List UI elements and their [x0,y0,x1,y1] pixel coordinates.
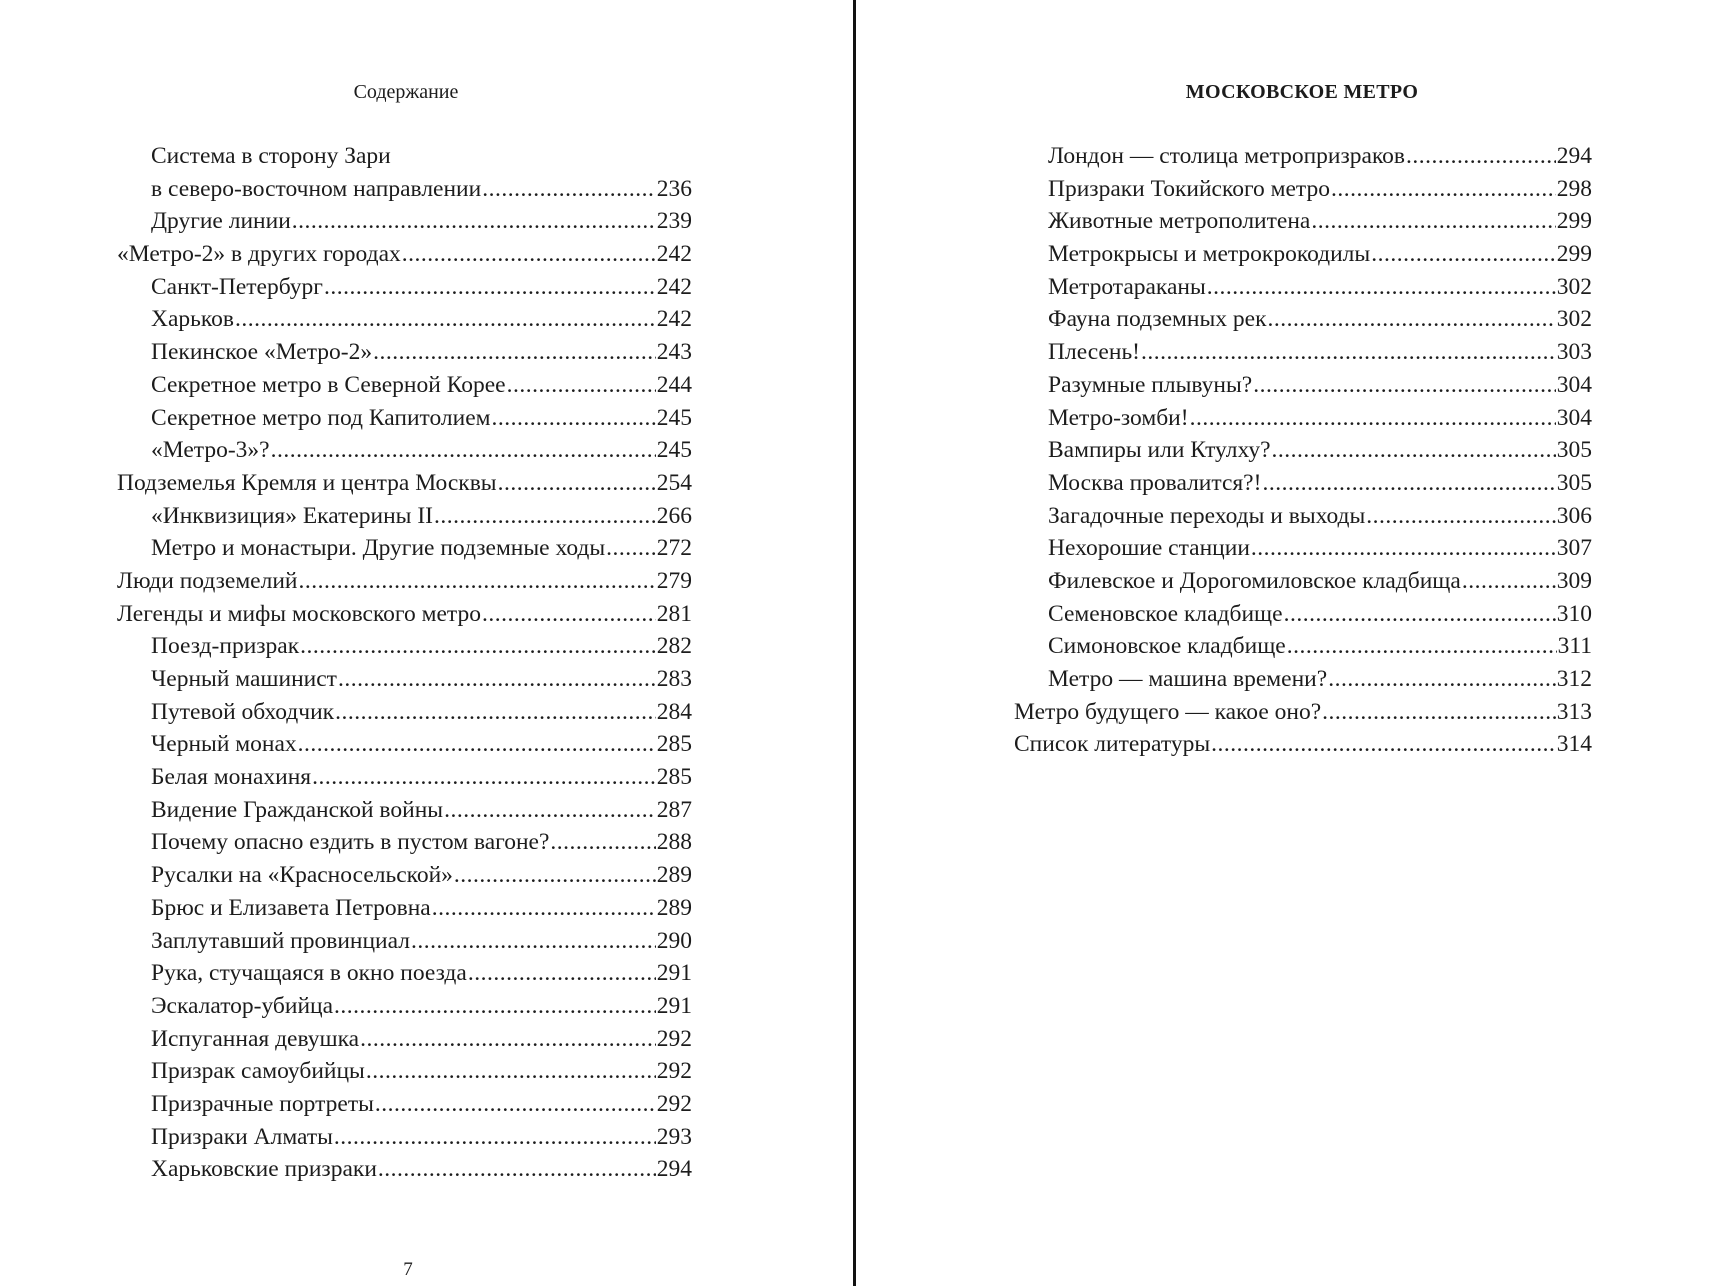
toc-entry-title: Заплутавший провинциал [151,927,410,954]
toc-dot-leader [334,1121,656,1154]
toc-dot-leader [482,173,656,206]
toc-dot-leader [1371,238,1556,271]
toc-entry-page: 313 [1556,698,1592,725]
toc-entry-title: Нехорошие станции [1048,535,1250,562]
toc-entry-page: 310 [1556,600,1592,627]
toc-entry [1014,598,1592,631]
toc-entry-title: Секретное метро в Северной Корее [151,371,506,398]
toc-entry [117,761,692,794]
toc-entry-title: Призраки Алматы [151,1123,333,1150]
left-toc-list [117,140,692,1186]
toc-entry [117,565,692,598]
toc-entry-page: 306 [1556,502,1592,529]
toc-entry-page: 245 [656,437,692,464]
toc-entry-title: Пекинское «Метро-2» [151,339,373,366]
toc-entry [117,598,692,631]
toc-dot-leader [1287,630,1557,663]
toc-entry [117,205,692,238]
toc-entry-title: Русалки на «Красносельской» [151,862,453,889]
toc-dot-leader [1211,728,1556,761]
toc-dot-leader [482,598,656,631]
toc-entry-title: Семеновское кладбище [1048,600,1283,627]
toc-entry-title: Другие линии [151,208,291,235]
toc-entry-page: 243 [656,339,692,366]
toc-entry-page: 282 [656,633,692,660]
toc-dot-leader [373,336,656,369]
toc-dot-leader [492,402,656,435]
toc-entry [117,1121,692,1154]
toc-entry-title: в северо-восточном направлении [151,175,482,202]
toc-entry-title: Разумные плывуны? [1048,371,1253,398]
toc-entry-page: 288 [656,829,692,856]
left-running-head: Содержание [353,81,459,103]
toc-entry-title: «Метро-2» в других городах [117,241,401,268]
toc-entry-page: 305 [1556,469,1592,496]
toc-dot-leader [271,434,656,467]
toc-entry [117,696,692,729]
toc-entry-page: 303 [1556,339,1592,366]
toc-entry-title: Список литературы [1014,731,1211,758]
toc-entry [117,500,692,533]
right-page [857,0,1709,1286]
toc-entry-page: 302 [1556,273,1592,300]
toc-entry [117,925,692,958]
toc-dot-leader [360,1023,656,1056]
toc-entry [1014,500,1592,533]
toc-entry [117,1055,692,1088]
toc-entry-title: Секретное метро под Капитолием [151,404,491,431]
toc-entry [1014,728,1592,761]
toc-entry [117,794,692,827]
toc-entry-page: 291 [656,992,692,1019]
toc-entry-title: «Инквизиция» Екатерины II [151,502,433,529]
toc-entry-title: Метро — машина времени? [1048,666,1328,692]
toc-entry [117,303,692,336]
toc-entry-page: 304 [1556,371,1592,398]
toc-entry-title: Вампиры или Ктулху? [1048,437,1271,464]
toc-entry-title: Метрокрысы и метрокрокодилы [1048,241,1371,268]
right-toc-list [1014,140,1592,761]
toc-entry-page: 236 [656,175,692,202]
toc-entry-page: 304 [1556,404,1592,431]
toc-entry-page: 294 [1556,143,1592,169]
toc-entry [117,957,692,990]
toc-entry-title: Легенды и мифы московского метро [117,600,481,627]
toc-entry [117,859,692,892]
toc-dot-leader [1262,467,1555,500]
toc-entry-page: 287 [656,796,692,823]
toc-dot-leader [468,957,656,990]
toc-entry-page: 283 [656,666,692,692]
toc-entry-page: 290 [656,927,692,954]
toc-entry [1014,402,1592,435]
toc-entry-page: 281 [656,600,692,627]
toc-entry-page: 239 [656,208,692,235]
toc-entry-title: Фауна подземных рек [1048,306,1267,333]
toc-dot-leader [1272,434,1556,467]
toc-entry-page: 242 [656,241,692,268]
toc-entry-title: Метро и монастыри. Другие подземные ходы [151,535,606,562]
toc-dot-leader [434,500,656,533]
page-number: 7 [403,1259,413,1280]
toc-entry-title: Метро будущего — какое оно? [1014,698,1322,725]
toc-entry-title: Симоновское кладбище [1048,633,1286,660]
toc-entry [117,369,692,402]
toc-dot-leader [335,696,656,729]
toc-entry-title: Животные метрополитена [1048,208,1311,235]
toc-entry [117,663,692,696]
toc-entry [117,728,692,761]
toc-dot-leader [444,794,656,827]
toc-dot-leader [498,467,656,500]
toc-entry-page: 307 [1556,535,1592,562]
toc-dot-leader [1462,565,1556,598]
toc-dot-leader [1251,532,1556,565]
toc-dot-leader [292,205,656,238]
toc-dot-leader [1311,205,1555,238]
toc-entry-title: «Метро-3»? [151,437,270,464]
toc-entry-title: Поезд-призрак [151,633,300,660]
toc-entry-title: Метротараканы [1048,273,1206,300]
toc-dot-leader [1406,140,1556,173]
toc-dot-leader [1207,271,1556,304]
toc-entry-page: 289 [656,894,692,921]
toc-entry [1014,336,1592,369]
toc-entry-title: Испуганная девушка [151,1025,360,1052]
toc-entry-title: Москва провалится?! [1048,469,1262,496]
toc-entry-title: Лондон — столица метропризраков [1048,143,1406,169]
toc-entry-title: Плесень! [1048,339,1140,366]
toc-entry [1014,173,1592,206]
toc-entry-title: Эскалатор-убийца [151,992,334,1019]
toc-entry-page: 279 [656,567,692,594]
toc-entry-page: 299 [1556,208,1592,235]
toc-entry [1014,630,1592,663]
toc-dot-leader [402,238,656,271]
toc-entry [117,140,692,173]
toc-entry [117,630,692,663]
toc-entry-page: 314 [1556,731,1592,758]
toc-entry [1014,271,1592,304]
toc-entry-title: Черный монах [151,731,297,758]
toc-dot-leader [334,990,656,1023]
toc-entry [117,336,692,369]
toc-entry-page: 291 [656,960,692,987]
toc-entry-title: Система в сторону Зари [151,143,391,169]
toc-entry-page: 244 [656,371,692,398]
toc-entry-page: 292 [656,1058,692,1085]
toc-entry [1014,434,1592,467]
toc-entry-page: 272 [656,535,692,562]
toc-entry-title: Рука, стучащаяся в окно поезда [151,960,467,987]
toc-entry [117,892,692,925]
toc-entry-title: Почему опасно ездить в пустом вагоне? [151,829,550,856]
toc-dot-leader [1284,598,1556,631]
toc-dot-leader [366,1055,656,1088]
toc-dot-leader [1253,369,1556,402]
toc-dot-leader [375,1088,656,1121]
toc-entry-page: 305 [1556,437,1592,464]
toc-entry [117,238,692,271]
toc-entry-page: 242 [656,273,692,300]
toc-entry-page: 292 [656,1090,692,1117]
toc-entry-page: 285 [656,731,692,758]
toc-entry [1014,532,1592,565]
toc-dot-leader [1141,336,1556,369]
toc-entry [117,826,692,859]
toc-entry-title: Путевой обходчик [151,698,335,725]
toc-entry-page: 298 [1556,175,1592,202]
toc-entry [117,467,692,500]
toc-dot-leader [1331,173,1556,206]
toc-entry [117,434,692,467]
toc-entry [117,990,692,1023]
toc-dot-leader [298,728,656,761]
toc-entry-title: Видение Гражданской войны [151,796,444,823]
toc-entry-page: 266 [656,502,692,529]
toc-dot-leader [300,630,656,663]
toc-entry [117,532,692,565]
toc-entry-page: 309 [1556,567,1592,594]
toc-entry-title: Санкт-Петербург [151,273,323,300]
toc-entry-title: Люди подземелий [117,567,298,594]
toc-entry-page: 293 [656,1123,692,1150]
left-page [0,0,852,1286]
toc-dot-leader [1268,303,1556,336]
toc-dot-leader [507,369,656,402]
toc-entry-page: 284 [656,698,692,725]
toc-entry [1014,663,1592,696]
toc-entry-title: Черный машинист [151,666,337,692]
toc-entry-page: 242 [656,306,692,333]
toc-dot-leader [411,925,656,958]
toc-entry [117,1023,692,1056]
toc-dot-leader [1366,500,1555,533]
toc-entry-page: 285 [656,764,692,791]
toc-entry-page: 312 [1556,666,1592,692]
toc-dot-leader [454,859,656,892]
toc-entry-title: Белая монахиня [151,764,312,791]
toc-entry-title: Призрак самоубийцы [151,1058,365,1085]
toc-entry-title: Призрачные портреты [151,1090,374,1117]
toc-entry [1014,565,1592,598]
toc-entry-page: 254 [656,469,692,496]
toc-dot-leader [550,826,655,859]
toc-entry-page: 289 [656,862,692,889]
toc-entry-page: 311 [1557,633,1592,660]
toc-entry [1014,140,1592,173]
right-running-head: МОСКОВСКОЕ МЕТРО [1185,81,1419,103]
toc-dot-leader [312,761,656,794]
toc-entry [117,271,692,304]
toc-entry [1014,303,1592,336]
toc-dot-leader [1322,696,1556,729]
toc-entry-title: Харьков [151,306,234,333]
toc-entry [117,1153,692,1186]
toc-dot-leader [606,532,656,565]
toc-entry-page: 299 [1556,241,1592,268]
toc-dot-leader [1328,663,1556,696]
toc-entry [1014,467,1592,500]
toc-entry-page: 292 [656,1025,692,1052]
toc-entry [1014,238,1592,271]
toc-entry-title: Подземелья Кремля и центра Москвы [117,469,497,496]
toc-entry [1014,205,1592,238]
toc-entry-page: 245 [656,404,692,431]
toc-dot-leader [1190,402,1556,435]
toc-entry-title: Харьковские призраки [151,1156,377,1183]
toc-entry-page: 294 [656,1156,692,1183]
toc-dot-leader [299,565,656,598]
toc-entry-page: 302 [1556,306,1592,333]
toc-dot-leader [324,271,656,304]
toc-dot-leader [235,303,656,336]
toc-entry-title: Загадочные переходы и выходы [1048,502,1366,529]
toc-entry [1014,696,1592,729]
toc-entry-title: Метро-зомби! [1048,404,1189,431]
toc-entry [1014,369,1592,402]
toc-dot-leader [378,1153,656,1186]
toc-entry [117,173,692,206]
toc-entry-title: Филевское и Дорогомиловское кладбища [1048,567,1461,594]
toc-dot-leader [432,892,656,925]
toc-entry-title: Брюс и Елизавета Петровна [151,894,431,921]
toc-entry-title: Призраки Токийского метро [1048,175,1330,202]
toc-dot-leader [338,663,656,696]
toc-entry [117,1088,692,1121]
toc-entry [117,402,692,435]
page-gutter-divider [853,0,856,1286]
